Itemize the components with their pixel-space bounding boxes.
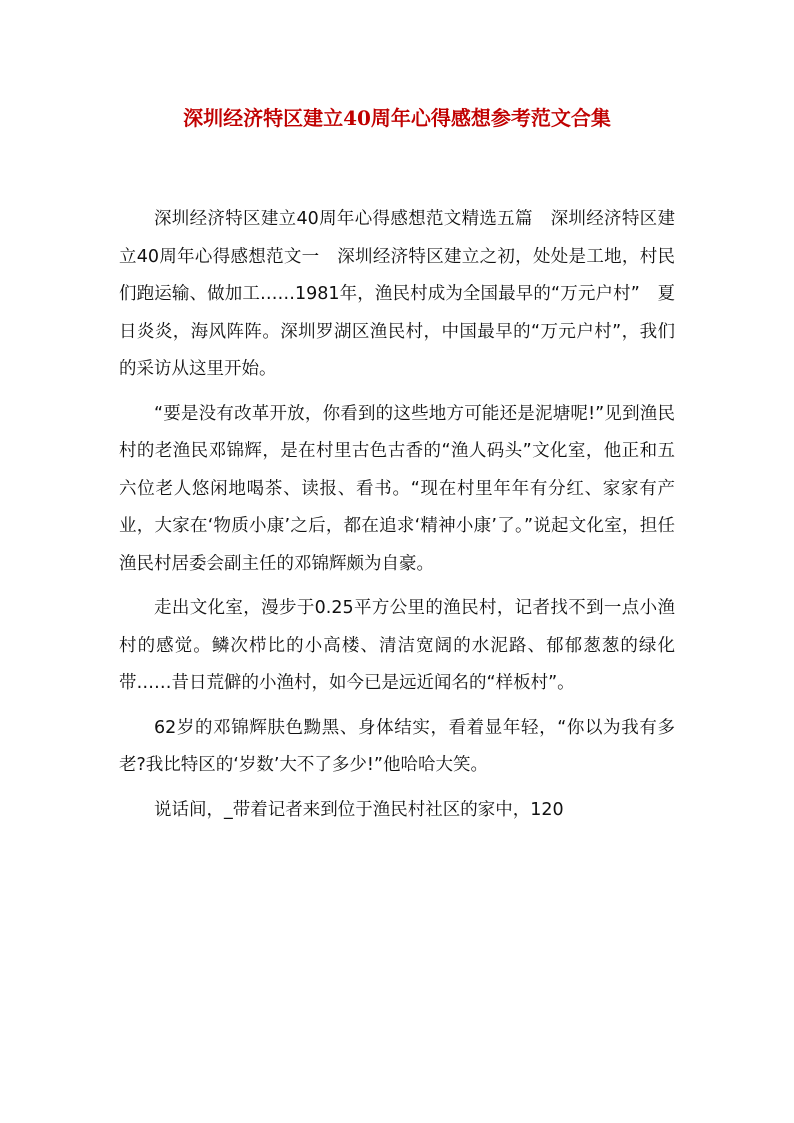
paragraph: 走出文化室，漫步于0.25平方公里的渔民村，记者找不到一点小渔村的感觉。鳞次栉比的小高楼、清洁宽阔的水泥路、郁郁葱葱的绿化带……昔日荒僻的小渔村，如今已是远近闻名的“样板村”。 <box>119 598 675 693</box>
document-title: 深圳经济特区建立40周年心得感想参考范文合集 <box>183 106 611 130</box>
paragraph: “要是没有改革开放，你看到的这些地方可能还是泥塘呢!”见到渔民村的老渔民邓锦辉，是在村里古色古香的“渔人码头”文化室，他正和五六位老人悠闲地喝茶、读报、看书。“现在村里年年有分红、家家有产业，大家在‘物质小康’之后，都在追求‘精神小康’了。”说起文化室，担任渔民村居委会副主任的邓锦辉颇为自豪。 <box>119 403 675 574</box>
document-body <box>119 201 675 836</box>
paragraph: 62岁的邓锦辉肤色黝黑、身体结实，看着显年轻，“你以为我有多老?我比特区的‘岁数’大不了多少!”他哈哈大笑。 <box>119 717 675 775</box>
paragraph: 说话间，_带着记者来到位于渔民村社区的家中，120 <box>154 799 564 820</box>
paragraph: 深圳经济特区建立40周年心得感想范文精选五篇 深圳经济特区建立40周年心得感想范文一 深圳经济特区建立之初，处处是工地，村民们跑运输、做加工……1981年，渔民村成为全国最早的“万元户村” 夏日炎炎，海风阵阵。深圳罗湖区渔民村，中国最早的“万元户村”，我们的采访从这里开始。 <box>119 209 675 379</box>
